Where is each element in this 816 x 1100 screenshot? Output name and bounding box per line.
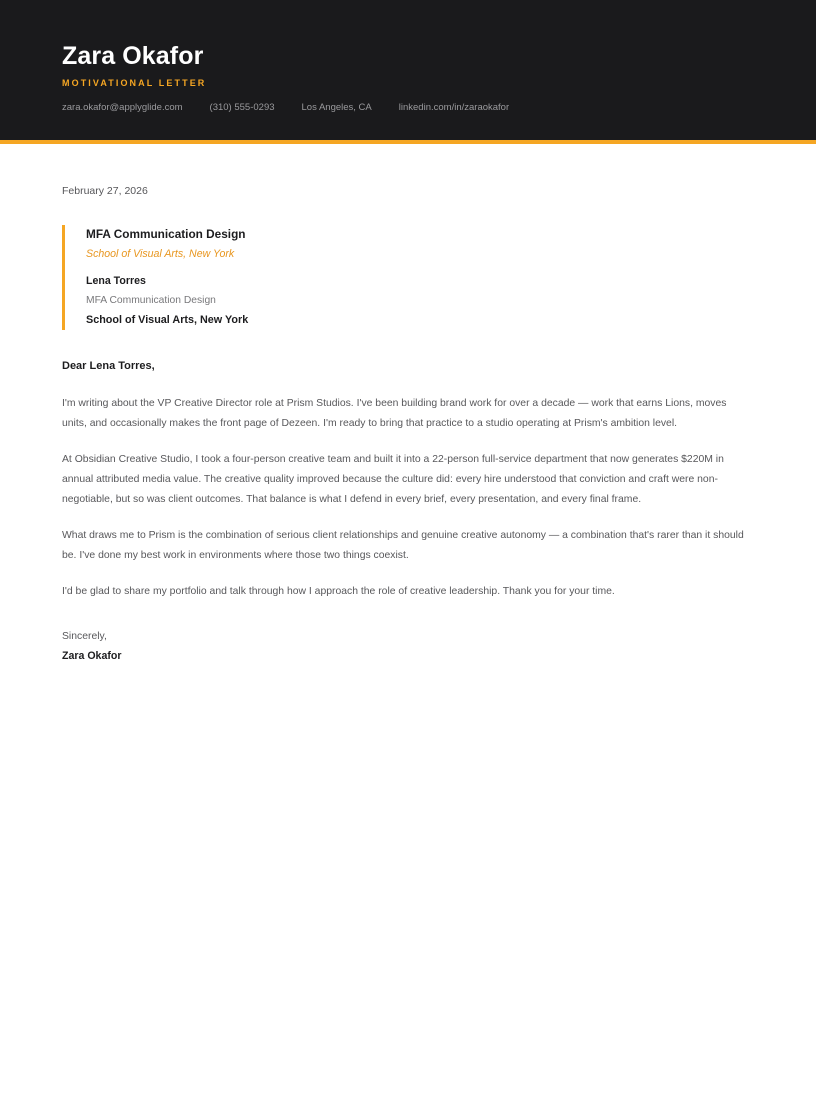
signoff-block — [62, 628, 748, 665]
recipient-name: Lena Torres — [86, 275, 146, 288]
letter-paragraph: At Obsidian Creative Studio, I took a four-person creative team and built it into a 22-person full-service department that now generates $220M in annual attributed media value. The creative quality improved because the culture did: every hire understood that conviction and craft were non-negotiable, but so was client outcomes. That balance is what I defend in every brief, every presentation, and every final frame. — [62, 454, 724, 506]
contact-linkedin[interactable]: linkedin.com/in/zaraokafor — [398, 101, 510, 113]
recipient-position: MFA Communication Design — [86, 226, 246, 241]
contact-phone[interactable]: (310) 555-0293 — [209, 101, 275, 113]
recipient-block — [62, 225, 748, 330]
contact-email[interactable]: zara.okafor@applyglide.com — [62, 101, 183, 113]
letter-paragraph: What draws me to Prism is the combination of serious client relationships and genuine creative autonomy — a combination that's rarer than it should be. I've done my best work in environments where those two things coexist. — [62, 530, 744, 562]
contact-info-row — [62, 101, 754, 114]
document-type-label: MOTIVATIONAL LETTER — [62, 77, 207, 88]
contact-location: Los Angeles, CA — [301, 101, 372, 113]
recipient-company: School of Visual Arts, New York — [86, 313, 249, 326]
letter-date: February 27, 2026 — [62, 185, 148, 198]
salutation: Dear Lena Torres, — [62, 359, 155, 372]
recipient-organization-accent: School of Visual Arts, New York — [86, 247, 235, 260]
recipient-department: MFA Communication Design — [86, 295, 216, 307]
applicant-name: Zara Okafor — [62, 42, 204, 70]
signature-name: Zara Okafor — [62, 650, 122, 663]
letter-body — [0, 144, 816, 665]
closing-phrase: Sincerely, — [62, 630, 107, 642]
letter-paragraph: I'd be glad to share my portfolio and talk through how I approach the role of creative leadership. Thank you for your time. — [62, 585, 615, 597]
letter-paragraph: I'm writing about the VP Creative Director role at Prism Studios. I've been building brand work for over a decade — work that earns Lions, moves units, and occasionally makes the front page of Dezeen. I'm ready to bring that practice to a studio operating at Prism's ambition level. — [62, 398, 727, 430]
letterhead-header — [0, 0, 816, 140]
